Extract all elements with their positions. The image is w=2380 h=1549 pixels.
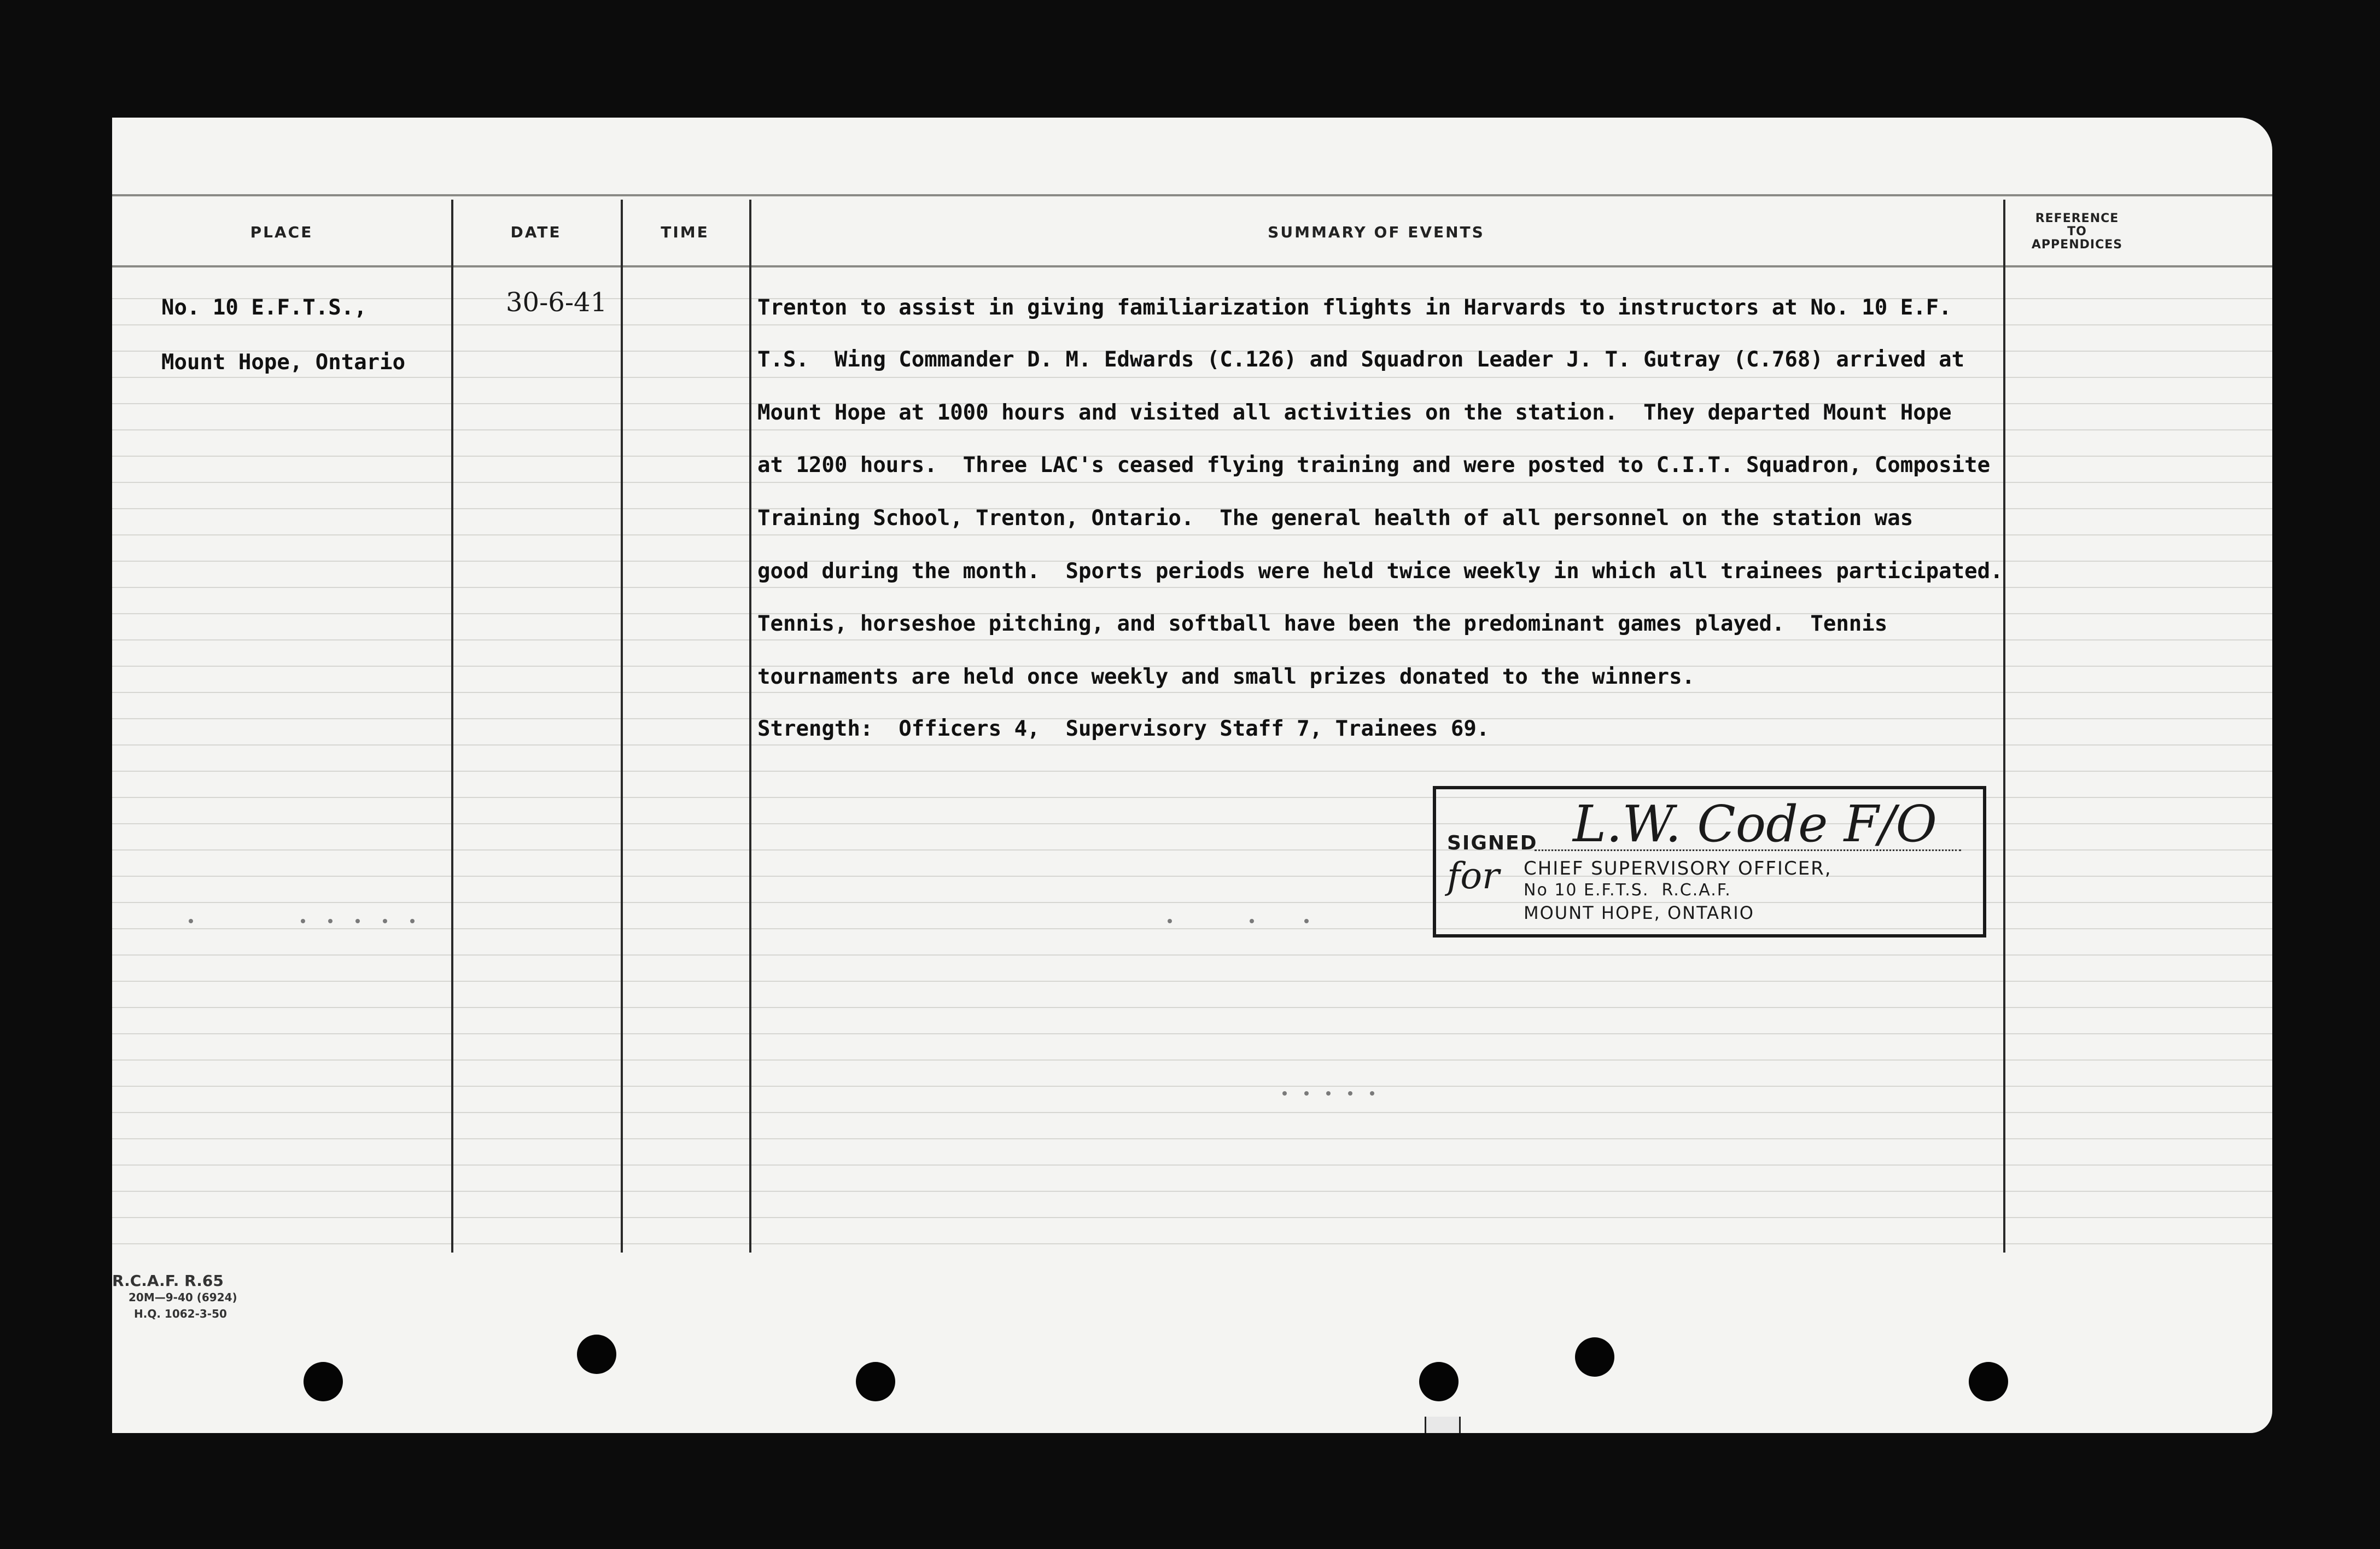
column-divider xyxy=(451,200,453,1253)
signature-stamp xyxy=(1433,786,1986,937)
column-divider xyxy=(749,200,751,1253)
for-word: for xyxy=(1447,855,1500,897)
punch-hole xyxy=(1575,1337,1614,1377)
summary-line: Mount Hope at 1000 hours and visited all activities on the station. They departed Mount Hope xyxy=(757,400,1952,425)
ruled-line xyxy=(112,324,2272,325)
stray-mark xyxy=(383,919,387,923)
header-date: DATE xyxy=(510,223,562,241)
ruled-line xyxy=(112,639,2272,640)
summary-line: tournaments are held once weekly and small prizes donated to the winners. xyxy=(757,665,1695,689)
ruled-line xyxy=(112,534,2272,535)
summary-line: Training School, Trenton, Ontario. The general health of all personnel on the station was xyxy=(757,506,1914,531)
place-line-2: Mount Hope, Ontario xyxy=(161,350,406,375)
form-reference: R.C.A.F. R.65 20M—9-40 (6924) H.Q. 1062-3-50 xyxy=(112,1272,237,1320)
binding-tab xyxy=(1425,1417,1461,1433)
summary-line: Tennis, horseshoe pitching, and softball have been the predominant games played. Tennis xyxy=(757,612,1888,636)
ruled-line xyxy=(112,1164,2272,1166)
header-summary: SUMMARY OF EVENTS xyxy=(1268,223,1485,241)
signature: L.W. Code F/O xyxy=(1573,795,1937,853)
header-time: TIME xyxy=(661,223,709,241)
ruled-line xyxy=(112,587,2272,588)
ruled-line xyxy=(112,692,2272,693)
stamp-location: MOUNT HOPE, ONTARIO xyxy=(1524,902,1754,923)
ruled-line xyxy=(112,1243,2272,1244)
column-divider xyxy=(2003,200,2005,1253)
summary-line: T.S. Wing Commander D. M. Edwards (C.126) and Squadron Leader J. T. Gutray (C.768) arrived at xyxy=(757,347,1965,372)
stray-mark xyxy=(1348,1091,1352,1096)
stamp-title: CHIEF SUPERVISORY OFFICER, xyxy=(1524,858,1832,880)
entry-date: 30-6-41 xyxy=(506,287,608,318)
ruled-line xyxy=(112,1112,2272,1113)
ruled-line xyxy=(112,429,2272,430)
stray-mark xyxy=(1168,919,1172,923)
summary-line: Strength: Officers 4, Supervisory Staff 7, Trainees 69. xyxy=(757,717,1490,741)
place-line-1: No. 10 E.F.T.S., xyxy=(161,295,367,320)
header-reference: REFERENCE TO APPENDICES xyxy=(2031,212,2123,252)
top-rule xyxy=(112,194,2272,196)
ruled-line xyxy=(112,1191,2272,1192)
ruled-line xyxy=(112,1033,2272,1034)
stray-mark xyxy=(410,919,415,923)
ruled-line xyxy=(112,1217,2272,1218)
stray-mark xyxy=(1304,919,1309,923)
ruled-line xyxy=(112,482,2272,483)
stray-mark xyxy=(1304,1091,1309,1096)
ruled-line xyxy=(112,744,2272,746)
punch-hole xyxy=(304,1362,343,1401)
ruled-line xyxy=(112,1059,2272,1061)
ruled-line xyxy=(112,1007,2272,1008)
punch-hole xyxy=(1419,1362,1459,1401)
ruled-line xyxy=(112,377,2272,378)
stamp-unit: No 10 E.F.T.S. R.C.A.F. xyxy=(1524,881,1731,900)
ruled-line xyxy=(112,771,2272,772)
stray-mark xyxy=(1326,1091,1331,1096)
diary-page xyxy=(112,118,2272,1433)
summary-line: Trenton to assist in giving familiarization flights in Harvards to instructors at No. 10 E.F. xyxy=(757,295,1952,320)
summary-line: good during the month. Sports periods were held twice weekly in which all trainees participated. xyxy=(757,559,2003,584)
ruled-line xyxy=(112,954,2272,956)
column-divider xyxy=(621,200,623,1253)
stray-mark xyxy=(301,919,305,923)
punch-hole xyxy=(856,1362,895,1401)
header-rule xyxy=(112,265,2272,267)
stray-mark xyxy=(189,919,193,923)
ruled-line xyxy=(112,1138,2272,1139)
stray-mark xyxy=(1370,1091,1374,1096)
header-place: PLACE xyxy=(250,223,313,241)
ruled-line xyxy=(112,981,2272,982)
summary-line: at 1200 hours. Three LAC's ceased flying training and were posted to C.I.T. Squadron, Composite xyxy=(757,453,1991,477)
stray-mark xyxy=(328,919,332,923)
ruled-line xyxy=(112,1086,2272,1087)
stray-mark xyxy=(355,919,360,923)
stray-mark xyxy=(1250,919,1254,923)
punch-hole xyxy=(1969,1362,2008,1401)
signed-label: SIGNED xyxy=(1447,832,1538,854)
stray-mark xyxy=(1282,1091,1287,1096)
punch-hole xyxy=(577,1335,616,1374)
